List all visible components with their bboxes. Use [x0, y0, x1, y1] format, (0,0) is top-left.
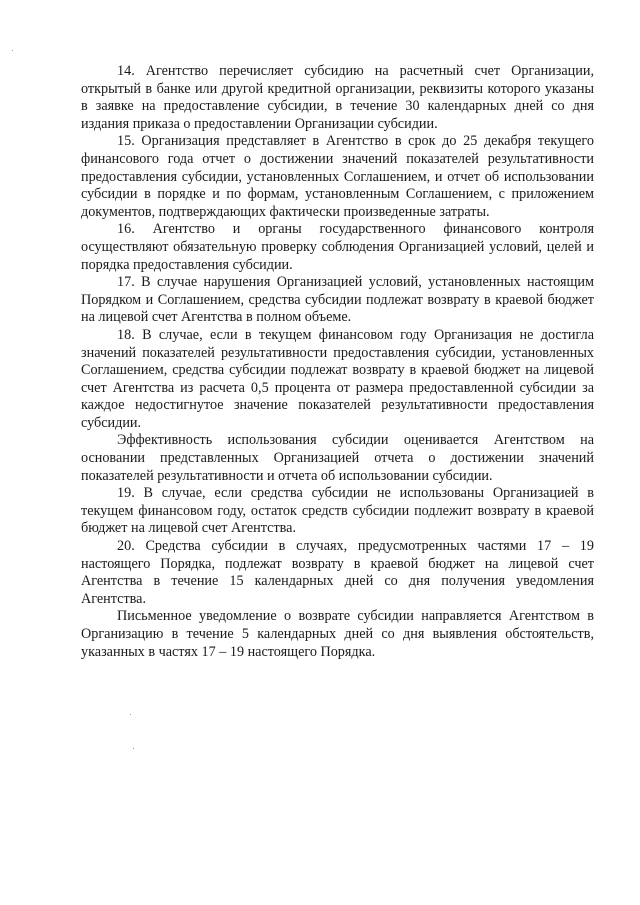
paragraph-14: 14. Агентство перечисляет субсидию на расчетный счет Организации, открытый в банке или другой кредитной организации, реквизиты которого указаны в заявке на предоставление субсидии, в течение 30 календарных дней со дня издания приказа о предоставлении Организации субсидии.	[81, 63, 594, 132]
paragraph-17: 17. В случае нарушения Организацией условий, установленных настоящим Порядком и Соглашением, средства субсидии подлежат возврату в краевой бюджет на лицевой счет Агентства в полном объеме.	[81, 274, 594, 326]
scan-speck	[133, 748, 134, 749]
paragraph-20: 20. Средства субсидии в случаях, предусмотренных частями 17 – 19 настоящего Порядка, подлежат возврату в краевой бюджет на лицевой счет Агентства в течение 15 календарных дней со дня получения уведомления Агентства.	[81, 538, 594, 607]
paragraph-effectiveness: Эффективность использования субсидии оценивается Агентством на основании представленных Организацией отчета о достижении значений показателей результативности и отчета об использовании субсидии.	[81, 432, 594, 484]
paragraph-18: 18. В случае, если в текущем финансовом году Организация не достигла значений показателей результативности предоставления субсидии, установленных Соглашением, средства субсидии подлежат возврату в краевой бюджет на лицевой счет Агентства из расчета 0,5 процента от размера предоставленной субсидии за каждое недостигнутое значение показателей результативности предоставления субсидии.	[81, 326, 594, 431]
paragraph-written-notice: Письменное уведомление о возврате субсидии направляется Агентством в Организацию в течение 5 календарных дней со дня выявления обстоятельств, указанных в частях 17 – 19 настоящего Порядка.	[81, 608, 594, 660]
scan-speck	[12, 50, 13, 51]
scan-speck	[130, 714, 131, 715]
paragraph-15: 15. Организация представляет в Агентство в срок до 25 декабря текущего финансового года отчет о достижении значений показателей результативности предоставления субсидии, установленных Соглашением, и отчет об использовании субсидии в порядке и по формам, установленным Соглашением, с приложением документов, подтверждающих фактически произведенные затраты.	[81, 133, 594, 220]
paragraph-19: 19. В случае, если средства субсидии не использованы Организацией в текущем финансовом году, остаток средств субсидии подлежит возврату в краевой бюджет на лицевой счет Агентства.	[81, 485, 594, 537]
paragraph-16: 16. Агентство и органы государственного финансового контроля осуществляют обязательную проверку соблюдения Организацией условий, целей и порядка предоставления субсидии.	[81, 221, 594, 273]
document-body	[81, 63, 594, 661]
